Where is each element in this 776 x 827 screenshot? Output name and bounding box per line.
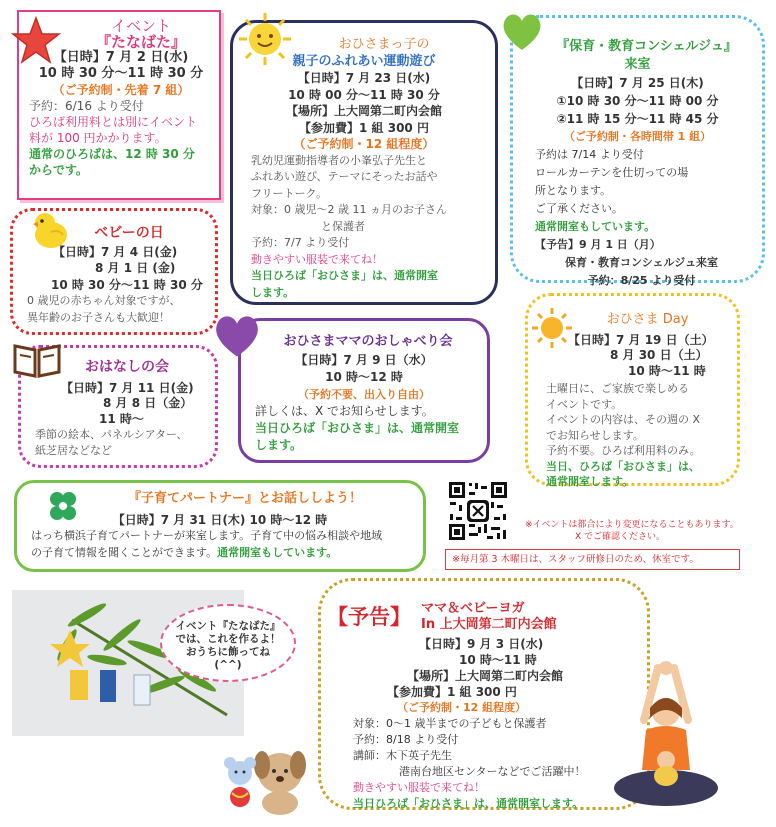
photo-speech-bubble [160,604,296,682]
yoga-title1: ママ＆ベビーヨガ [421,601,525,616]
shaberi-time: 10 時～12 時 [325,370,403,384]
concierge-note: （ご予約制・各時間帯 1 組） [563,130,712,143]
shaberi-normal1: 当日ひろば「おひさま」は、通常開室 [255,421,460,435]
yoga-place: 【場所】上大岡第二町内会館 [407,669,564,683]
dog-mouse-illustration [210,735,310,817]
concierge-yokoku: 【予告】9 月 1 日（月） [535,238,661,251]
yoga-fee: 【参加費】1 組 300 円 [387,685,517,699]
oyako-note: （ご予約制・12 組程度） [293,137,435,151]
concierge-desc2: ロールカーテンを仕切っての場 [535,166,689,179]
partner-date: 【日時】7 月 31 日(木) 10 時～12 時 [112,512,328,527]
tanabata-normal1: 通常のひろばは、12 時 30 分 [29,147,195,161]
tanabata-time: 10 時 30 分～11 時 30 分 [38,66,204,81]
ohanashi-time: 11 時～ [99,411,144,426]
bubble-line1: イベント『たなばた』 [175,620,281,632]
yoga-title2: In 上大岡第二町内会館 [421,617,557,632]
concierge-normal: 通常開室もしています。 [535,220,656,233]
concierge-box [510,15,765,287]
concierge-date: 【日時】7 月 25 日(木) [571,76,704,90]
baby-day-box [10,208,218,335]
ohanashi-desc1: 季節の絵本、パネルシアター、 [35,428,188,441]
ohanashi-date1: 【日時】7 月 11 日(金) [61,380,194,395]
yoga-note: （ご予約制・12 組程度） [397,701,527,714]
oyako-target1: 対象：0 歳児～2 歳 11 ヵ月のお子さん [251,203,447,216]
baby-date2: 8 月 1 日 (金) [95,261,176,275]
oshaberi-box [238,318,490,463]
partner-normal: 通常開室もしています。 [217,545,338,559]
yoga-date: 【日時】9 月 3 日(水) [419,637,544,651]
ohisama-day-date1: 【日時】7 月 19 日（土） [568,332,714,347]
tanabata-date: 【日時】7 月 2 日(水) [53,50,189,65]
partner-title: 『子育てパートナー』とお話ししよう！ [127,491,362,506]
yoga-time: 10 時～11 時 [459,653,537,667]
baby-desc1: 0 歳児の赤ちゃん対象ですが、 [27,294,181,307]
oyako-target2: と保護者 [321,219,365,233]
oyako-fee: 【参加費】1 組 300 円 [299,120,429,135]
shaberi-title: おひさまママのおしゃべり会 [283,334,453,349]
shaberi-note: （予約不要、出入り自由） [298,388,430,401]
oyako-desc1: 乳幼児運動指導者の小峯弘子先生と [251,153,427,167]
ohisama-day-normal1: 当日、ひろば「おひさま」は、 [546,459,700,473]
yoga-normal: 当日ひろば「おひさま」は、通常開室します。 [353,797,584,810]
partner-desc1: はっち横浜子育てパートナーが来室します。子育て中の悩み相談や地域 [31,529,383,542]
tanabata-title1: イベント [110,17,171,35]
tanabata-title2: 『たなばた』 [95,33,186,51]
concierge-yokoku2: 保育・教育コンシェルジュ来室 [564,256,718,269]
ohisama-day-normal2: 通常開室します。 [546,475,634,488]
tanabata-normal2: からです。 [29,163,88,177]
ohisama-day-desc5: 予約不要。ひろば利用料のみ。 [546,444,701,457]
oyako-title1: おひさまっ子の [338,37,430,52]
shaberi-date: 【日時】7 月 9 日（水） [295,353,433,367]
oyako-desc3: フリートーク。 [251,186,328,200]
concierge-desc3: 所となります。 [535,184,612,197]
tanabata-fee2: 料が 100 円かかります。 [29,131,167,145]
concierge-desc4: ご了承ください。 [535,202,623,215]
shaberi-desc: 詳しくは、X でお知らせします。 [255,404,434,418]
tanabata-event-box [17,10,221,200]
concierge-slot1: ①10 時 30 分～11 時 00 分 [556,94,719,108]
bubble-line2: では、これを作るよ！ [175,633,281,645]
ohanashi-box [18,345,218,468]
ohisama-day-desc1: 土曜日に、ご家族で楽しめる [546,382,689,395]
oyako-title2: 親子のふれあい運動遊び [292,53,436,69]
ohanashi-title: おはなしの会 [85,359,169,375]
concierge-title2: 来室 [624,57,651,72]
bubble-line3: おうちに飾ってね [186,646,270,658]
oyako-clothes: 動きやすい服装で来てね！ [251,252,383,266]
baby-date1: 【日時】7 月 4 日(金) [53,244,178,259]
tanabata-reserve: 予約：6/16 より受付 [29,99,144,113]
qr-code[interactable] [447,480,509,542]
concierge-desc1: 予約は 7/14 より受付 [535,148,644,161]
oyako-reserve: 予約：7/7 より受付 [251,236,350,249]
notice-change2: X でご確認ください。 [575,532,666,542]
oyako-undou-box [230,20,498,305]
bubble-line4: (^^) [214,659,242,671]
partner-box [14,480,426,572]
yoga-yokoku: 【予告】 [327,605,411,629]
partner-desc2: の子育て情報を聞くことができます。 [31,545,218,559]
oyako-date: 【日時】7 月 23 日(水) [297,71,431,85]
concierge-slot2: ②11 時 15 分～11 時 45 分 [556,112,719,126]
tanabata-fee1: ひろば利用料とは別にイベント [29,115,198,129]
ohisama-day-desc3: イベントの内容は、その週の X [546,413,701,426]
baby-time: 10 時 30 分～11 時 30 分 [51,277,203,292]
yoga-preview-box [318,578,650,810]
yoga-mom-baby-illustration [606,660,726,815]
ohisama-day-title: おひさま Day [606,312,689,327]
oyako-time: 10 時 00 分～11 時 30 分 [288,87,440,102]
yoga-teacher: 講師：木下英子先生 [353,749,452,762]
ohisama-day-box [525,293,740,486]
oyako-normal1: 当日ひろば「おひさま」は、通常開室 [251,269,438,282]
tanabata-note: （ご予約制・先着 7 組） [52,83,190,97]
ohisama-day-time: 10 時～11 時 [628,363,706,378]
baby-title: ベビーの日 [94,225,164,241]
shaberi-normal2: します。 [255,438,303,452]
ohisama-day-desc4: でお知らせします。 [546,428,644,442]
ohanashi-date2: 8 月 8 日（金） [103,396,193,410]
partner-desc2-row [17,545,423,562]
yoga-clothes: 動きやすい服装で来てね！ [353,781,485,794]
yoga-target: 対象：0～1 歳半までの子どもと保護者 [353,717,547,730]
concierge-title1: 『保育・教育コンシェルジュ』 [556,39,737,54]
oyako-desc2: ふれあい遊び、テーマにそったお話や [251,170,438,183]
closed-notice-box [445,549,740,570]
concierge-yokoku3: 予約：8/25 より受付 [587,274,696,287]
oyako-normal2: します。 [251,285,295,299]
yoga-reserve: 予約：8/18 より受付 [353,733,459,746]
oyako-place: 【場所】上大岡第二町内会館 [285,104,442,118]
notice-change1: ※イベントは都合により変更になることもあります。 [525,520,739,530]
ohisama-day-desc2: イベントです。 [546,397,623,411]
ohanashi-desc2: 紙芝居などなど [35,443,112,457]
yoga-teacher2: 港南台地区センターなどでご活躍中！ [399,765,586,778]
baby-desc2: 異年齢のお子さんも大歓迎！ [27,310,170,324]
ohisama-day-date2: 8 月 30 日（土） [610,348,708,362]
notice-closed: ※毎月第 3 木曜日は、スタッフ研修日のため、休室です。 [452,554,699,565]
